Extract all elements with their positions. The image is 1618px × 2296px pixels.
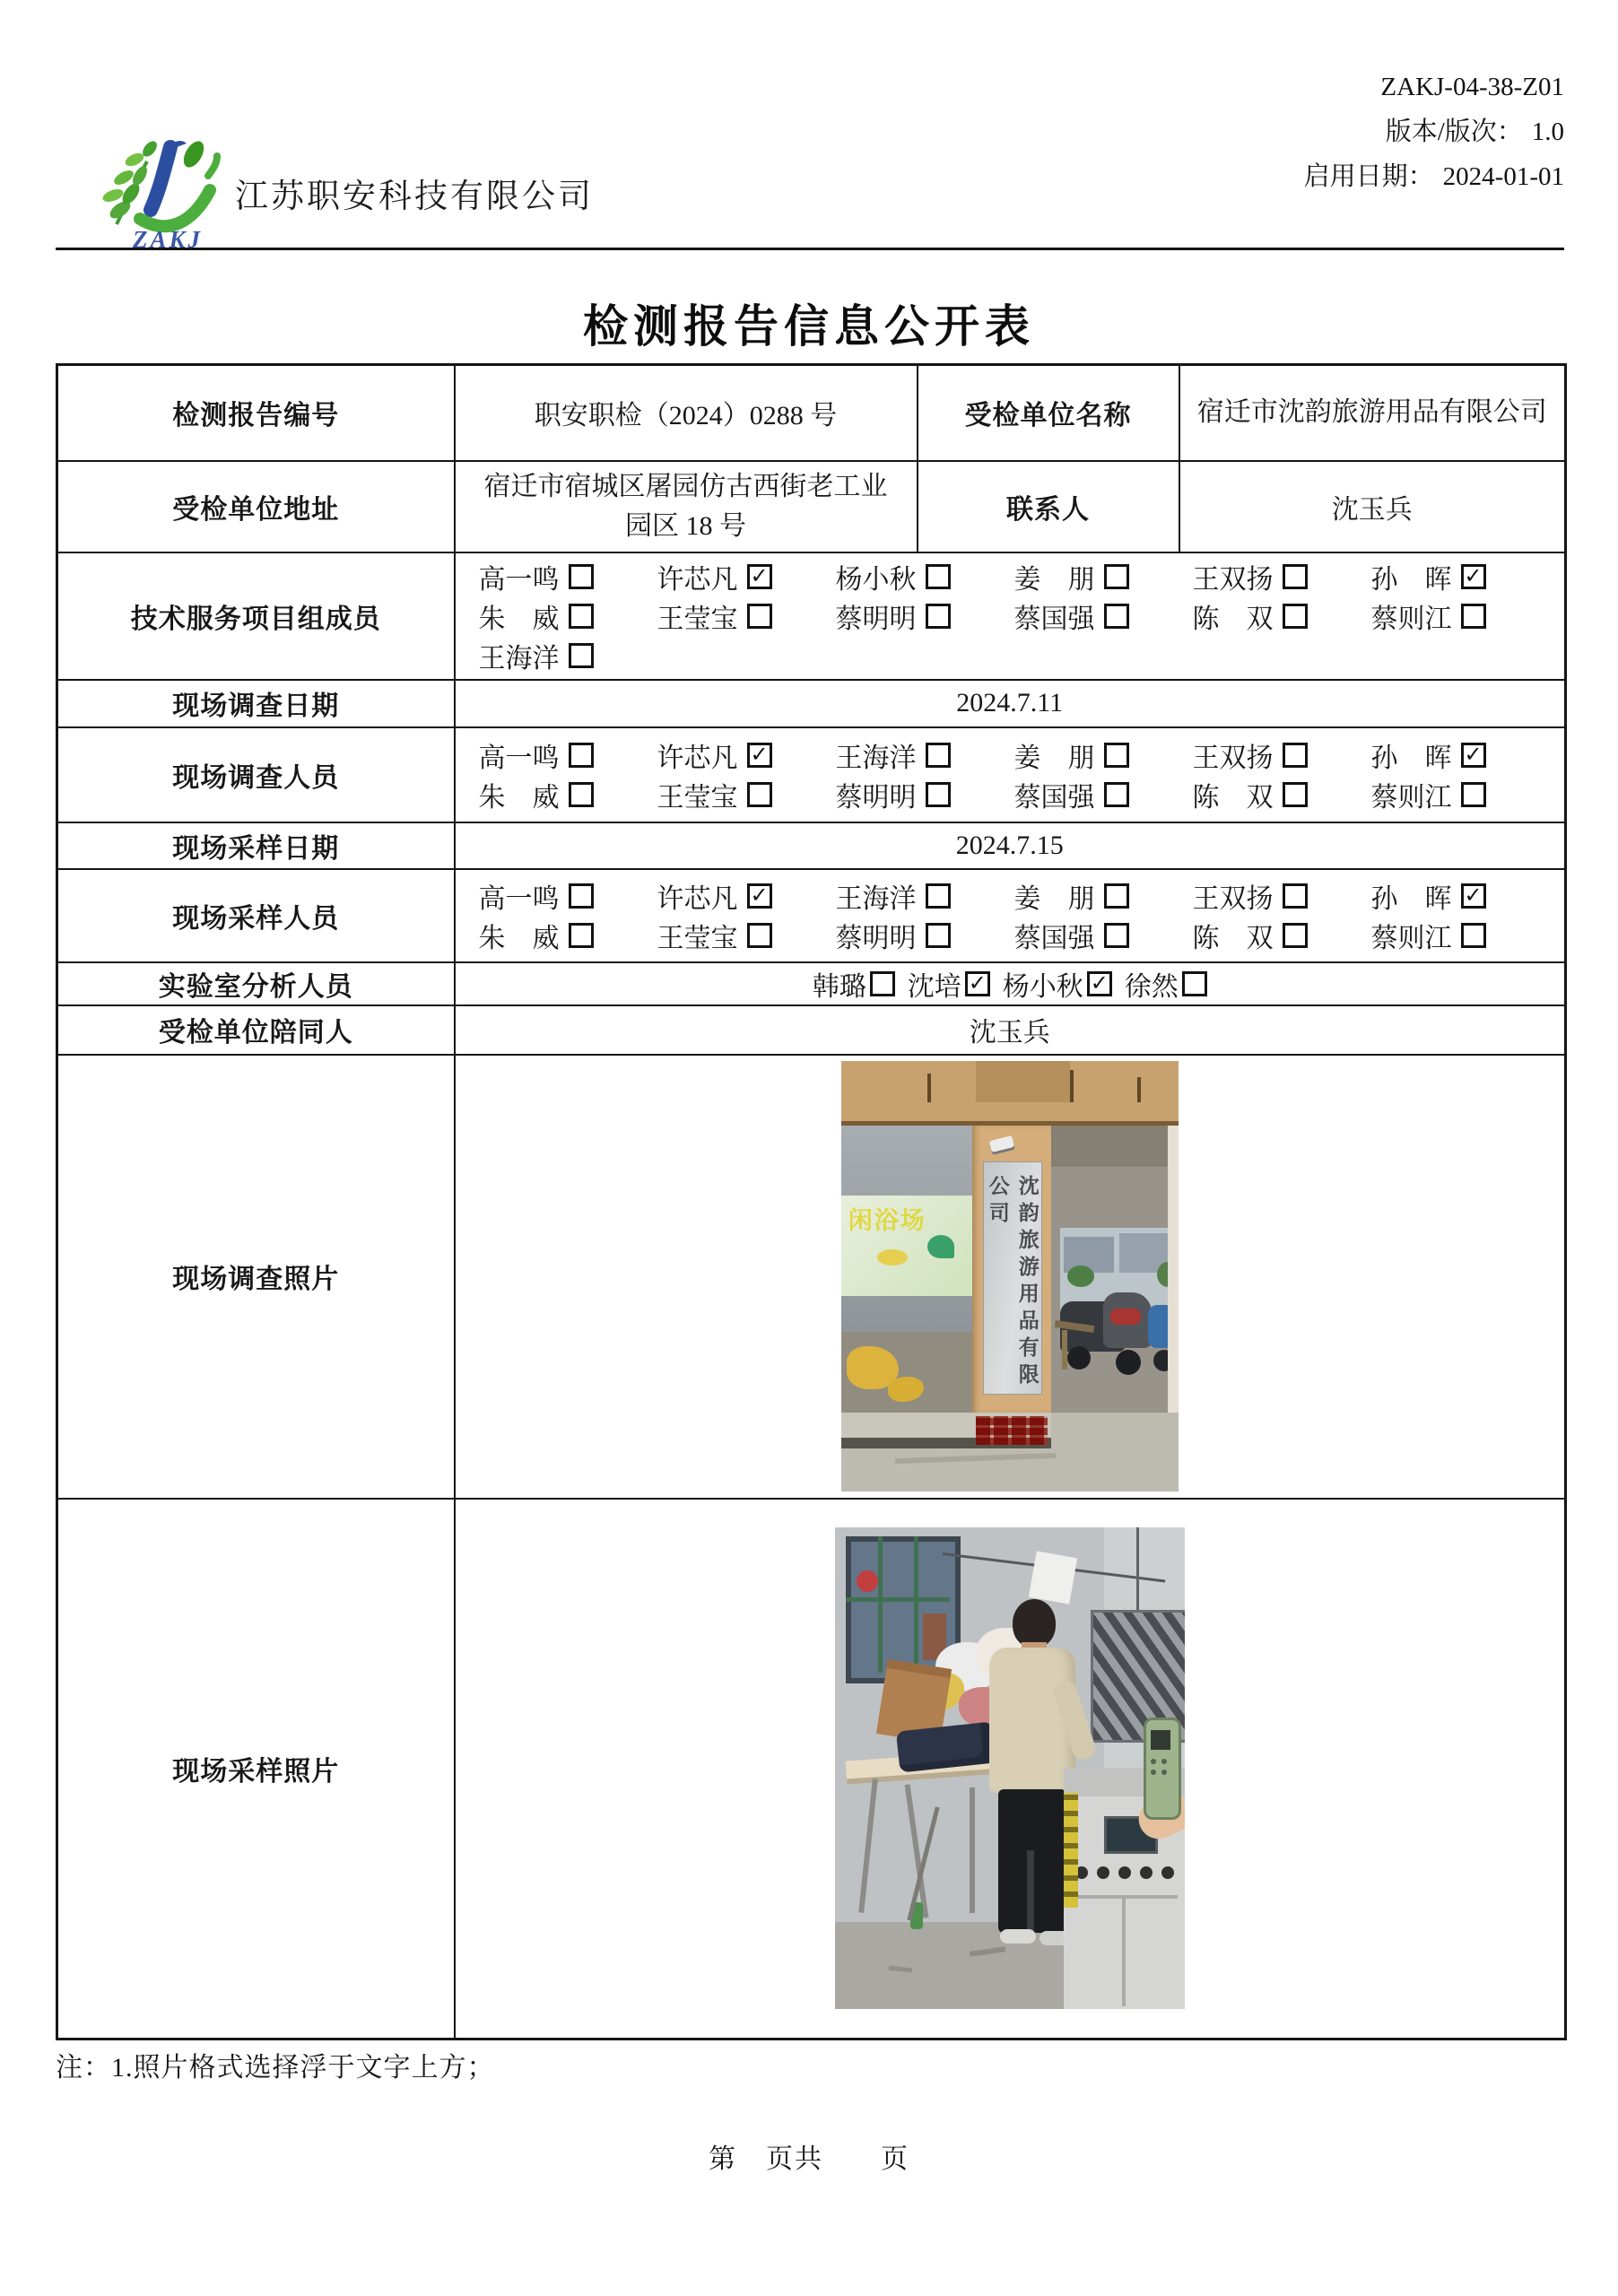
table-row [57, 962, 1566, 1005]
doc-code: ZAKJ-04-38-Z01 [1380, 73, 1564, 101]
person-name: 姜 朋 [1013, 883, 1095, 914]
checkbox-unchecked [926, 782, 951, 807]
meter-button [1161, 1759, 1167, 1764]
checkbox-unchecked [569, 782, 594, 807]
table-row [57, 1499, 1566, 2039]
checkbox-unchecked [1104, 564, 1129, 589]
person-checkbox-item [1014, 735, 1193, 775]
checkbox-checked: ✓ [1461, 883, 1486, 909]
checkbox-unchecked [569, 643, 594, 668]
person-checkbox-item [1193, 775, 1371, 814]
sampling-staff [455, 869, 1566, 962]
person-name: 朱 威 [478, 923, 560, 953]
survey-photo-cell [455, 1055, 1566, 1499]
table-row [57, 1005, 1566, 1055]
checkbox-unchecked [747, 604, 772, 629]
person-checkbox-item [813, 964, 895, 1004]
person-checkbox-item [1014, 596, 1193, 636]
checkbox-unchecked [1104, 604, 1129, 629]
beach-mural [841, 1196, 972, 1296]
sampling-staff-line-1 [479, 876, 1565, 916]
person-name: 王莹宝 [657, 923, 738, 953]
person-name: 许芯凡 [657, 564, 738, 595]
checkbox-checked: ✓ [1461, 743, 1486, 768]
person-checkbox-item [1371, 557, 1550, 596]
wheel [1116, 1350, 1141, 1375]
checkbox-unchecked [1283, 883, 1308, 909]
person-checkbox-item [1371, 916, 1550, 955]
person-name: 王莹宝 [657, 782, 738, 813]
team-members [455, 552, 1566, 680]
checkbox-unchecked [1104, 782, 1129, 807]
person-checkbox-item [908, 964, 990, 1004]
lab-staff [455, 962, 1566, 1005]
checkbox-unchecked [747, 923, 772, 948]
sampling-photo-image [835, 1527, 1185, 2009]
table-row [57, 552, 1566, 680]
person-checkbox-item [1193, 596, 1371, 636]
team-label: 技术服务项目组成员 [57, 552, 455, 680]
person-name: 王海洋 [478, 643, 560, 674]
person-name: 姜 朋 [1013, 743, 1095, 773]
person-name: 陈 双 [1192, 923, 1274, 953]
unit-name-value: 宿迁市沈韵旅游用品有限公司 [1179, 365, 1566, 461]
window-grid [914, 1536, 918, 1673]
checkbox-unchecked [1283, 782, 1308, 807]
mural-umbrella [877, 1249, 908, 1265]
page-title: 检测报告信息公开表 [583, 301, 1035, 352]
checkbox-unchecked [1283, 604, 1308, 629]
checkbox-unchecked [1283, 743, 1308, 768]
checkbox-checked: ✓ [965, 971, 990, 996]
person-checkbox-item [1003, 964, 1112, 1004]
survey-staff-label: 现场调查人员 [57, 727, 455, 822]
machine-knob [1140, 1866, 1153, 1879]
report-info-table [56, 363, 1567, 2040]
person-checkbox-item [657, 876, 836, 916]
person-checkbox-item [836, 876, 1014, 916]
person-name: 孙 晖 [1370, 564, 1452, 595]
person-checkbox-item [479, 735, 657, 775]
person-name: 蔡国强 [1013, 923, 1095, 953]
person-checkbox-item [1193, 557, 1371, 596]
person-name: 王双扬 [1192, 564, 1274, 595]
survey-date-label: 现场调查日期 [57, 680, 455, 727]
person-name: 韩璐 [812, 971, 866, 1002]
meter-screen [1151, 1730, 1170, 1750]
mural-text: 闲浴场 [848, 1207, 926, 1234]
person-checkbox-item [1193, 735, 1371, 775]
person-name: 徐然 [1124, 971, 1179, 1002]
checkbox-unchecked [747, 782, 772, 807]
person-name: 高一鸣 [478, 564, 560, 595]
checkbox-checked: ✓ [747, 743, 772, 768]
person-checkbox-item [657, 557, 836, 596]
person-checkbox-item [1014, 876, 1193, 916]
survey-staff-line-2 [479, 775, 1565, 814]
table-row [57, 1055, 1566, 1499]
sampling-staff-label: 现场采样人员 [57, 869, 455, 962]
person-checkbox-item [479, 596, 657, 636]
unit-address-label: 受检单位地址 [57, 461, 455, 552]
lab-staff-line [456, 964, 1565, 1004]
window-grid [878, 1536, 883, 1673]
sampling-photo-label: 现场采样照片 [57, 1499, 455, 2039]
checkbox-unchecked [926, 923, 951, 948]
table-row [57, 680, 1566, 727]
checkbox-unchecked [926, 883, 951, 909]
beam-joint [1137, 1077, 1141, 1102]
yellow-wires [1064, 1793, 1078, 1908]
checkbox-unchecked [926, 604, 951, 629]
window-sticker [857, 1570, 878, 1592]
company-sign-text: 沈韵旅游用品有限公司 [986, 1175, 1039, 1390]
table-leg [858, 1779, 878, 1913]
person-checkbox-item [836, 596, 1014, 636]
sampling-photo-cell [455, 1499, 1566, 2039]
person-checkbox-item [836, 916, 1014, 955]
person-checkbox-item [836, 735, 1014, 775]
machine-knob [1097, 1866, 1109, 1879]
person-name: 许芯凡 [657, 743, 738, 773]
person-name: 蔡国强 [1013, 782, 1095, 813]
person-checkbox-item [479, 775, 657, 814]
garage-ceiling [1051, 1126, 1179, 1167]
header-divider [56, 248, 1564, 250]
contact-label: 联系人 [918, 461, 1179, 552]
window-grid [846, 1597, 950, 1602]
document-info-block [1304, 65, 1564, 199]
person-name: 高一鸣 [478, 883, 560, 914]
checkbox-unchecked [870, 971, 895, 996]
person-name: 王海洋 [835, 743, 917, 773]
person-checkbox-item [479, 876, 657, 916]
survey-staff [455, 727, 1566, 822]
right-pillar-edge [1168, 1126, 1179, 1413]
meter-button [1161, 1770, 1167, 1775]
checkbox-unchecked [569, 923, 594, 948]
wall-paper [1029, 1552, 1077, 1605]
worker-head [1013, 1599, 1056, 1648]
person-name: 王海洋 [835, 883, 917, 914]
checkbox-unchecked [1182, 971, 1207, 996]
tree [1067, 1265, 1094, 1287]
checkbox-unchecked [569, 604, 594, 629]
company-name: 江苏职安科技有限公司 [235, 178, 594, 215]
survey-date-value: 2024.7.11 [455, 680, 1566, 727]
unit-address-value: 宿迁市宿城区屠园仿古西街老工业园区 18 号 [455, 461, 918, 552]
person-name: 蔡明明 [835, 604, 917, 634]
person-name: 蔡则江 [1370, 782, 1452, 813]
person-checkbox-item [1125, 964, 1207, 1004]
person-checkbox-item [1371, 735, 1550, 775]
person-checkbox-item [1371, 876, 1550, 916]
person-name: 朱 威 [478, 604, 560, 634]
person-name: 姜 朋 [1013, 564, 1095, 595]
person-checkbox-item [1014, 775, 1193, 814]
brick-grate [976, 1416, 1048, 1445]
team-line-2 [479, 596, 1565, 636]
person-checkbox-item [657, 735, 836, 775]
checkbox-checked: ✓ [1087, 971, 1112, 996]
person-name: 蔡则江 [1370, 604, 1452, 634]
person-name: 蔡明明 [835, 782, 917, 813]
report-no-value: 职安职检（2024）0288 号 [455, 365, 918, 461]
checkbox-checked: ✓ [747, 883, 772, 909]
escort-value: 沈玉兵 [455, 1005, 1566, 1055]
pants-split [1027, 1850, 1034, 1933]
team-line-3 [479, 636, 1565, 675]
wheel [1067, 1346, 1091, 1370]
person-checkbox-item [1014, 916, 1193, 955]
person-checkbox-item [1371, 775, 1550, 814]
beam-joint [927, 1074, 931, 1102]
person-name: 高一鸣 [478, 743, 560, 773]
survey-staff-line-1 [479, 735, 1565, 775]
checkbox-unchecked [1104, 743, 1129, 768]
checkbox-unchecked [1104, 923, 1129, 948]
worker-shoe [1000, 1929, 1036, 1944]
person-name: 王莹宝 [657, 604, 738, 634]
person-checkbox-item [1193, 876, 1371, 916]
checkbox-unchecked [926, 743, 951, 768]
person-checkbox-item [657, 775, 836, 814]
person-name: 孙 晖 [1370, 743, 1452, 773]
leaf-swoosh-logo-icon [100, 131, 235, 239]
sampling-date-label: 现场采样日期 [57, 822, 455, 869]
page-number-footer: 第 页共 页 [709, 2144, 909, 2174]
person-checkbox-item [836, 557, 1014, 596]
person-name: 杨小秋 [1002, 971, 1083, 1002]
footnote: 注：1.照片格式选择浮于文字上方； [56, 2053, 495, 2083]
person-checkbox-item [1014, 557, 1193, 596]
checkbox-unchecked [1461, 782, 1486, 807]
person-name: 许芯凡 [657, 883, 738, 914]
machine-knob [1161, 1866, 1174, 1879]
person-name: 蔡明明 [835, 923, 917, 953]
beam-block [976, 1061, 1070, 1102]
person-name: 沈培 [907, 971, 961, 1002]
checkbox-unchecked [1104, 883, 1129, 909]
checkbox-checked: ✓ [1461, 564, 1486, 589]
checkbox-unchecked [1283, 564, 1308, 589]
survey-photo-label: 现场调查照片 [57, 1055, 455, 1499]
escort-label: 受检单位陪同人 [57, 1005, 455, 1055]
person-checkbox-item [479, 636, 657, 675]
person-name: 杨小秋 [835, 564, 917, 595]
person-checkbox-item [836, 775, 1014, 814]
person-checkbox-item [479, 557, 657, 596]
doc-version-line: 版本/版次： 1.0 [1385, 117, 1564, 146]
team-line-1 [479, 557, 1565, 596]
checkbox-unchecked [926, 564, 951, 589]
person-name: 王双扬 [1192, 743, 1274, 773]
table-row [57, 822, 1566, 869]
doc-startdate-line: 启用日期： 2024-01-01 [1303, 162, 1564, 191]
person-name: 王双扬 [1192, 883, 1274, 914]
table-row [57, 365, 1566, 461]
table-row [57, 869, 1566, 962]
checkbox-unchecked [569, 743, 594, 768]
cabinet-seam [1122, 1899, 1126, 2006]
checkbox-checked: ✓ [747, 564, 772, 589]
contact-value: 沈玉兵 [1179, 461, 1566, 552]
person-checkbox-item [657, 916, 836, 955]
lab-staff-label: 实验室分析人员 [57, 962, 455, 1005]
checkbox-unchecked [569, 883, 594, 909]
motorcycle-seat [1110, 1309, 1141, 1325]
person-checkbox-item [657, 596, 836, 636]
checkbox-unchecked [1461, 604, 1486, 629]
sampling-date-value: 2024.7.15 [455, 822, 1566, 869]
meter-button [1151, 1770, 1156, 1775]
person-name: 蔡国强 [1013, 604, 1095, 634]
table-leg [970, 1787, 975, 1913]
sampling-staff-line-2 [479, 916, 1565, 955]
person-name: 孙 晖 [1370, 883, 1452, 914]
person-name: 蔡则江 [1370, 923, 1452, 953]
mural-palm [927, 1235, 954, 1258]
person-checkbox-item [1371, 596, 1550, 636]
logo-text: ZAKJ [132, 226, 203, 253]
person-name: 陈 双 [1192, 604, 1274, 634]
survey-photo-image [841, 1061, 1179, 1492]
person-checkbox-item [1193, 916, 1371, 955]
person-checkbox-item [479, 916, 657, 955]
person-name: 朱 威 [478, 782, 560, 813]
table-row [57, 461, 1566, 552]
table-row [57, 727, 1566, 822]
machine-knob [1118, 1866, 1131, 1879]
checkbox-unchecked [1461, 923, 1486, 948]
bench-leg [1062, 1330, 1067, 1370]
checkbox-unchecked [569, 564, 594, 589]
beam-joint [1070, 1070, 1074, 1102]
person-name: 陈 双 [1192, 782, 1274, 813]
meter-button [1151, 1759, 1156, 1764]
checkbox-unchecked [1283, 923, 1308, 948]
unit-name-label: 受检单位名称 [918, 365, 1179, 461]
company-sign-plate [983, 1161, 1042, 1395]
report-no-label: 检测报告编号 [57, 365, 455, 461]
